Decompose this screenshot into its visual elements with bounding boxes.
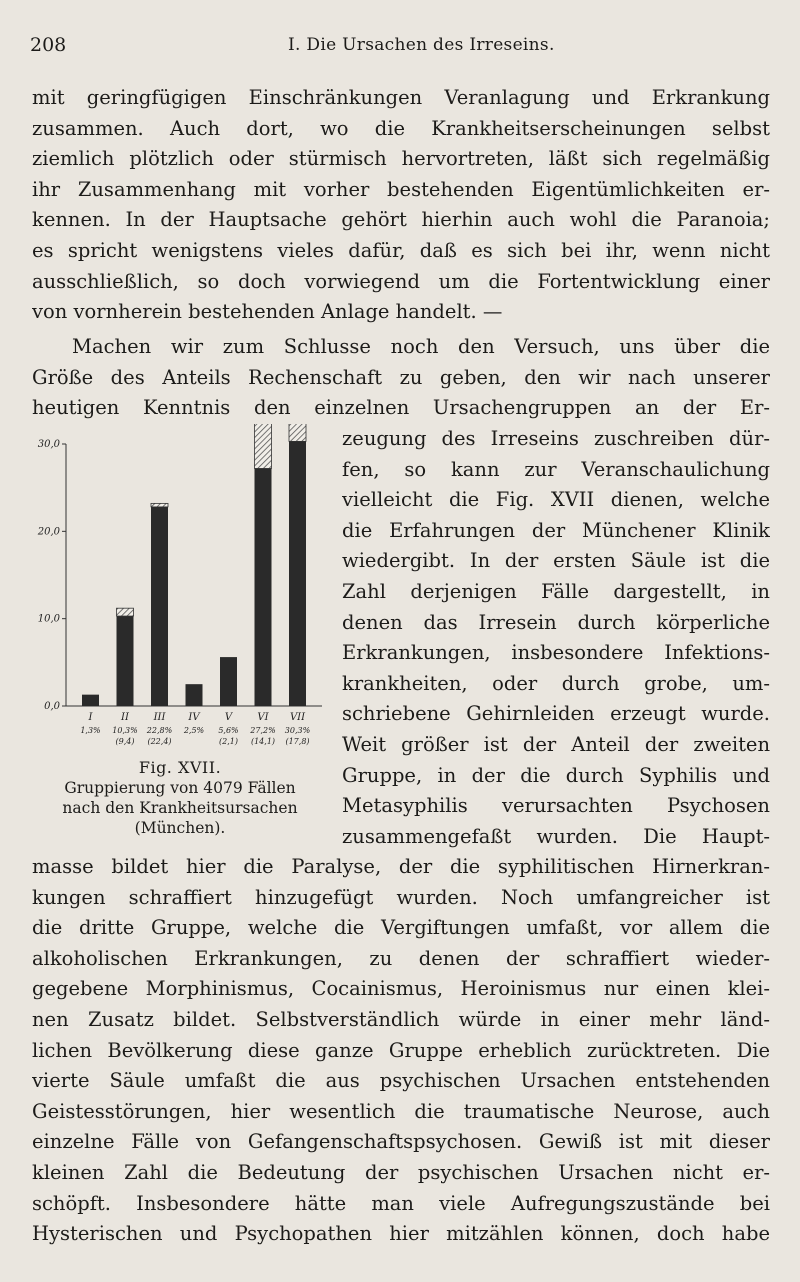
text-line: Erkrankungen, insbesondere Infektions- xyxy=(342,641,770,665)
percent-label: 5,6% xyxy=(218,726,239,735)
x-tick-label: VII xyxy=(289,712,306,723)
text-line: fen, so kann zur Veranschaulichung xyxy=(342,457,770,481)
text-line: Machen wir zum Schlusse noch den Versuch, uns über die xyxy=(72,335,770,358)
text-line: denen das Irresein durch körperliche xyxy=(342,610,770,634)
sub-label: (2,1) xyxy=(219,737,238,746)
text-line: zeugung des Irreseins zuschreiben dür- xyxy=(342,427,770,450)
text-line: gegebene Morphinismus, Cocainismus, Heroinismus nur einen klei- xyxy=(32,977,770,1001)
bar-solid xyxy=(220,657,237,706)
text-line: vierte Säule umfaßt die aus psychischen Ursachen entstehenden xyxy=(32,1069,770,1093)
sub-label: (22,4) xyxy=(147,737,172,746)
percent-label: 1,3% xyxy=(80,726,101,735)
text-line: ihr Zusammenhang mit vorher bestehenden Eigentümlichkeiten er- xyxy=(32,177,770,201)
text-line: schriebene Gehirnleiden erzeugt wurde. xyxy=(342,702,770,726)
text-line: schöpft. Insbesondere hätte man viele Aufregungszustände bei xyxy=(32,1191,770,1215)
bar-hatched xyxy=(117,608,134,616)
bar-solid xyxy=(255,468,272,706)
percent-label: 2,5% xyxy=(183,726,205,735)
bar-solid xyxy=(289,441,306,706)
x-tick-label: I xyxy=(88,712,93,723)
page-header xyxy=(30,34,770,60)
text-line: Gruppe, in der die durch Syphilis und xyxy=(342,763,770,787)
text-line: Metasyphilis verursachten Psychosen xyxy=(342,794,770,818)
bar-solid xyxy=(151,507,168,706)
sub-label: (14,1) xyxy=(250,737,276,746)
x-tick-label: III xyxy=(153,712,166,723)
caption-line: (München). xyxy=(134,819,226,837)
bar-chart xyxy=(30,424,330,754)
text-line: wiedergibt. In der ersten Säule ist die xyxy=(342,549,770,573)
x-tick-label: V xyxy=(224,712,233,723)
paragraph-main-start xyxy=(32,332,770,424)
text-line: masse bildet hier die Paralyse, der die syphilitischen Hirnerkran- xyxy=(32,855,770,878)
text-line: Hysterischen und Psychopathen hier mitzählen können, doch habe xyxy=(32,1222,770,1246)
text-line: die Erfahrungen der Münchener Klinik xyxy=(342,518,770,542)
paragraph-main-wrap xyxy=(342,424,770,852)
x-tick-label: VI xyxy=(257,712,269,723)
text-line: ausschließlich, so doch vorwiegend um die Fortentwicklung einer xyxy=(32,269,770,293)
y-tick-label: 0,0 xyxy=(44,701,60,712)
caption-line: Gruppierung von 4079 Fällen xyxy=(64,779,296,797)
text-line: nen Zusatz bildet. Selbstverständlich würde in einer mehr länd- xyxy=(32,1007,770,1031)
text-line: heutigen Kenntnis den einzelnen Ursachengruppen an der Er- xyxy=(32,396,770,420)
text-line: Weit größer ist der Anteil der zweiten xyxy=(342,732,770,756)
text-line: zusammen. Auch dort, wo die Krankheitserscheinungen selbst xyxy=(32,116,770,140)
percent-label: 22,8% xyxy=(146,726,173,735)
page-number: 208 xyxy=(30,34,67,56)
text-line: vielleicht die Fig. XVII dienen, welche xyxy=(342,488,770,512)
percent-label: 27,2% xyxy=(250,726,276,735)
x-tick-label: II xyxy=(121,712,129,723)
bar-solid xyxy=(186,684,203,706)
bar-solid xyxy=(82,695,99,706)
text-line: mit geringfügigen Einschränkungen Veranlagung und Erkrankung xyxy=(32,86,770,109)
text-line: die dritte Gruppe, welche die Vergiftungen umfaßt, vor allem die xyxy=(32,916,770,940)
text-line: kleinen Zahl die Bedeutung der psychischen Ursachen nicht er- xyxy=(32,1160,770,1184)
sub-label: (9,4) xyxy=(115,737,135,746)
caption-title: Fig. XVII. xyxy=(138,758,222,777)
figure-xvii xyxy=(30,424,330,844)
x-tick-label: IV xyxy=(188,712,200,723)
bar-hatched xyxy=(289,424,306,441)
text-line: Geistesstörungen, hier wesentlich die traumatische Neurose, auch xyxy=(32,1099,770,1123)
text-line: alkoholischen Erkrankungen, zu denen der schraffiert wieder- xyxy=(32,946,770,970)
percent-label: 10,3% xyxy=(112,726,138,735)
text-line: Größe des Anteils Rechenschaft zu geben, den wir nach unserer xyxy=(32,365,770,389)
text-line: es spricht wenigstens vieles dafür, daß es sich bei ihr, wenn nicht xyxy=(32,238,770,262)
text-line: einzelne Fälle von Gefangenschaftspsychosen. Gewiß ist mit dieser xyxy=(32,1130,770,1154)
bar-solid xyxy=(117,616,134,706)
text-line: von vornherein bestehenden Anlage handelt. — xyxy=(32,300,503,324)
sub-label: (17,8) xyxy=(285,737,310,746)
text-line: krankheiten, oder durch grobe, um- xyxy=(342,671,770,695)
running-title: I. Die Ursachen des Irreseins. xyxy=(288,35,555,55)
text-line: ziemlich plötzlich oder stürmisch hervortreten, läßt sich regelmäßig xyxy=(32,147,770,171)
text-line: Zahl derjenigen Fälle dargestellt, in xyxy=(342,579,770,603)
figure-caption xyxy=(30,758,330,838)
y-tick-label: 20,0 xyxy=(37,526,60,538)
text-line: zusammengefaßt wurden. Die Haupt- xyxy=(342,824,770,848)
paragraph-top xyxy=(32,83,770,328)
caption-line: nach den Krankheitsursachen xyxy=(62,799,298,817)
paragraph-main-end xyxy=(32,852,770,1250)
bar-hatched xyxy=(255,424,272,468)
bar-hatched xyxy=(151,503,168,506)
y-tick-label: 10,0 xyxy=(37,613,60,625)
y-tick-label: 30,0 xyxy=(37,439,60,450)
percent-label: 30,3% xyxy=(284,726,311,735)
text-line: kennen. In der Hauptsache gehört hierhin auch wohl die Paranoia; xyxy=(32,208,770,232)
text-line: lichen Bevölkerung diese ganze Gruppe erheblich zurücktreten. Die xyxy=(32,1038,770,1062)
text-line: kungen schraffiert hinzugefügt wurden. Noch umfangreicher ist xyxy=(32,885,770,909)
